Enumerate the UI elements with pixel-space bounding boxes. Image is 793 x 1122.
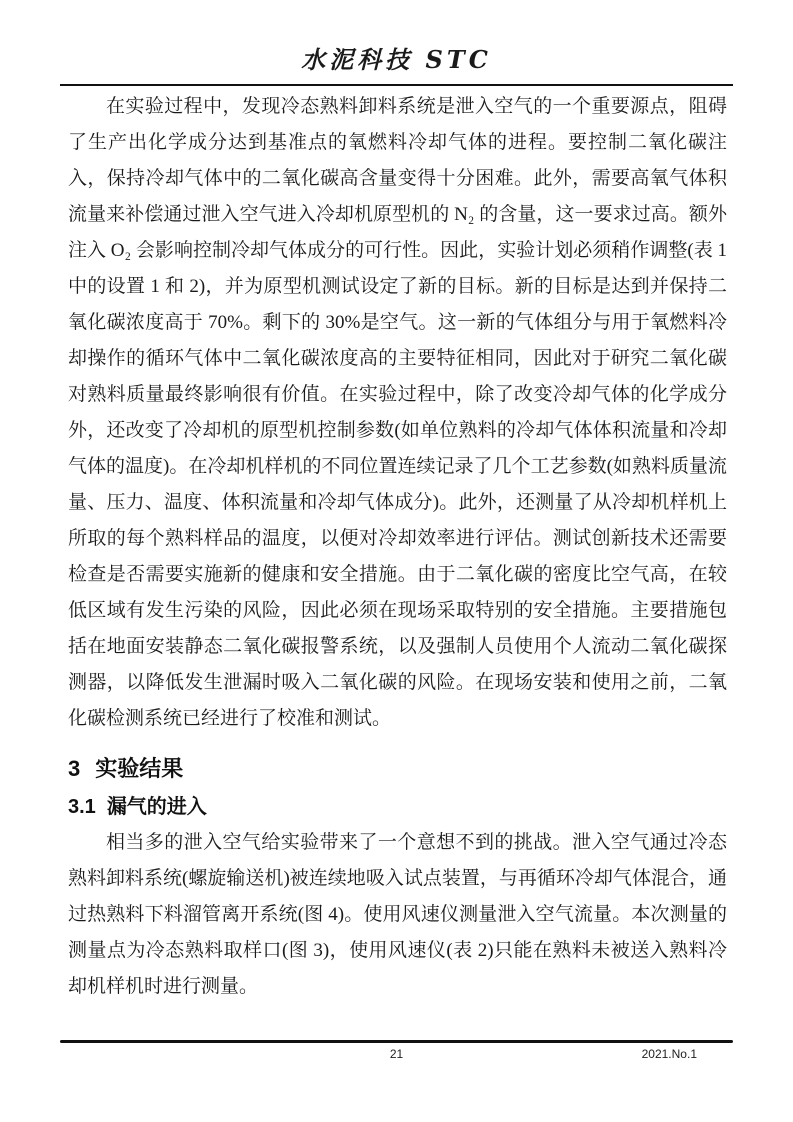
subsection-number: 3.1	[68, 796, 96, 818]
page-header	[0, 0, 793, 76]
issue-number: 2021.No.1	[641, 1047, 697, 1061]
page-number: 21	[389, 1047, 404, 1061]
article-body	[68, 89, 727, 1005]
section-title: 实验结果	[95, 756, 184, 781]
subsection-title: 漏气的进入	[106, 796, 207, 818]
journal-title: 水泥科技 STC	[301, 45, 492, 74]
section-number: 3	[68, 756, 81, 781]
page-footer	[60, 1040, 733, 1062]
header-rule	[60, 84, 733, 86]
footer-rule	[60, 1040, 733, 1043]
section-heading-results	[68, 755, 727, 783]
paragraph-leak-air: 相当多的泄入空气给实验带来了一个意想不到的挑战。泄入空气通过冷态熟料卸料系统(螺旋输送机)被连续地吸入试点装置，与再循环冷却气体混合，通过热熟料下料溜管离开系统(图 4)。使用风速仪测量泄入空气流量。本次测量的测量点为冷态熟料取样口(图 3)，使用风速仪(表 2)只能在熟料未被送入熟料冷却机样机时进行测量。	[68, 832, 727, 997]
footer-row	[60, 1047, 733, 1062]
subsection-heading-leak-air	[68, 793, 727, 821]
paragraph-experiment-process: 在实验过程中，发现冷态熟料卸料系统是泄入空气的一个重要源点，阻碍了生产出化学成分达到基准点的氧燃料冷却气体的进程。要控制二氧化碳注入，保持冷却气体中的二氧化碳高含量变得十分困难。此外，需要高氧气体积流量来补偿通过泄入空气进入冷却机原型机的 N₂ 的含量，这一要求过高。额外注入 O₂ 会影响控制冷却气体成分的可行性。因此，实验计划必须稍作调整(表 1 中的设置 1 和 2)，并为原型机测试设定了新的目标。新的目标是达到并保持二氧化碳浓度高于 70%。剩下的 30%是空气。这一新的气体组分与用于氧燃料冷却操作的循环气体中二氧化碳浓度高的主要特征相同，因此对于研究二氧化碳对熟料质量最终影响很有价值。在实验过程中，除了改变冷却气体的化学成分外，还改变了冷却机的原型机控制参数(如单位熟料的冷却气体体积流量和冷却气体的温度)。在冷却机样机的不同位置连续记录了几个工艺参数(如熟料质量流量、压力、温度、体积流量和冷却气体成分)。此外，还测量了从冷却机样机上所取的每个熟料样品的温度，以便对冷却效率进行评估。测试创新技术还需要检查是否需要实施新的健康和安全措施。由于二氧化碳的密度比空气高，在较低区域有发生污染的风险，因此必须在现场采取特别的安全措施。主要措施包括在地面安装静态二氧化碳报警系统，以及强制人员使用个人流动二氧化碳探测器，以降低发生泄漏时吸入二氧化碳的风险。在现场安装和使用之前，二氧化碳检测系统已经进行了校准和测试。	[68, 96, 727, 729]
